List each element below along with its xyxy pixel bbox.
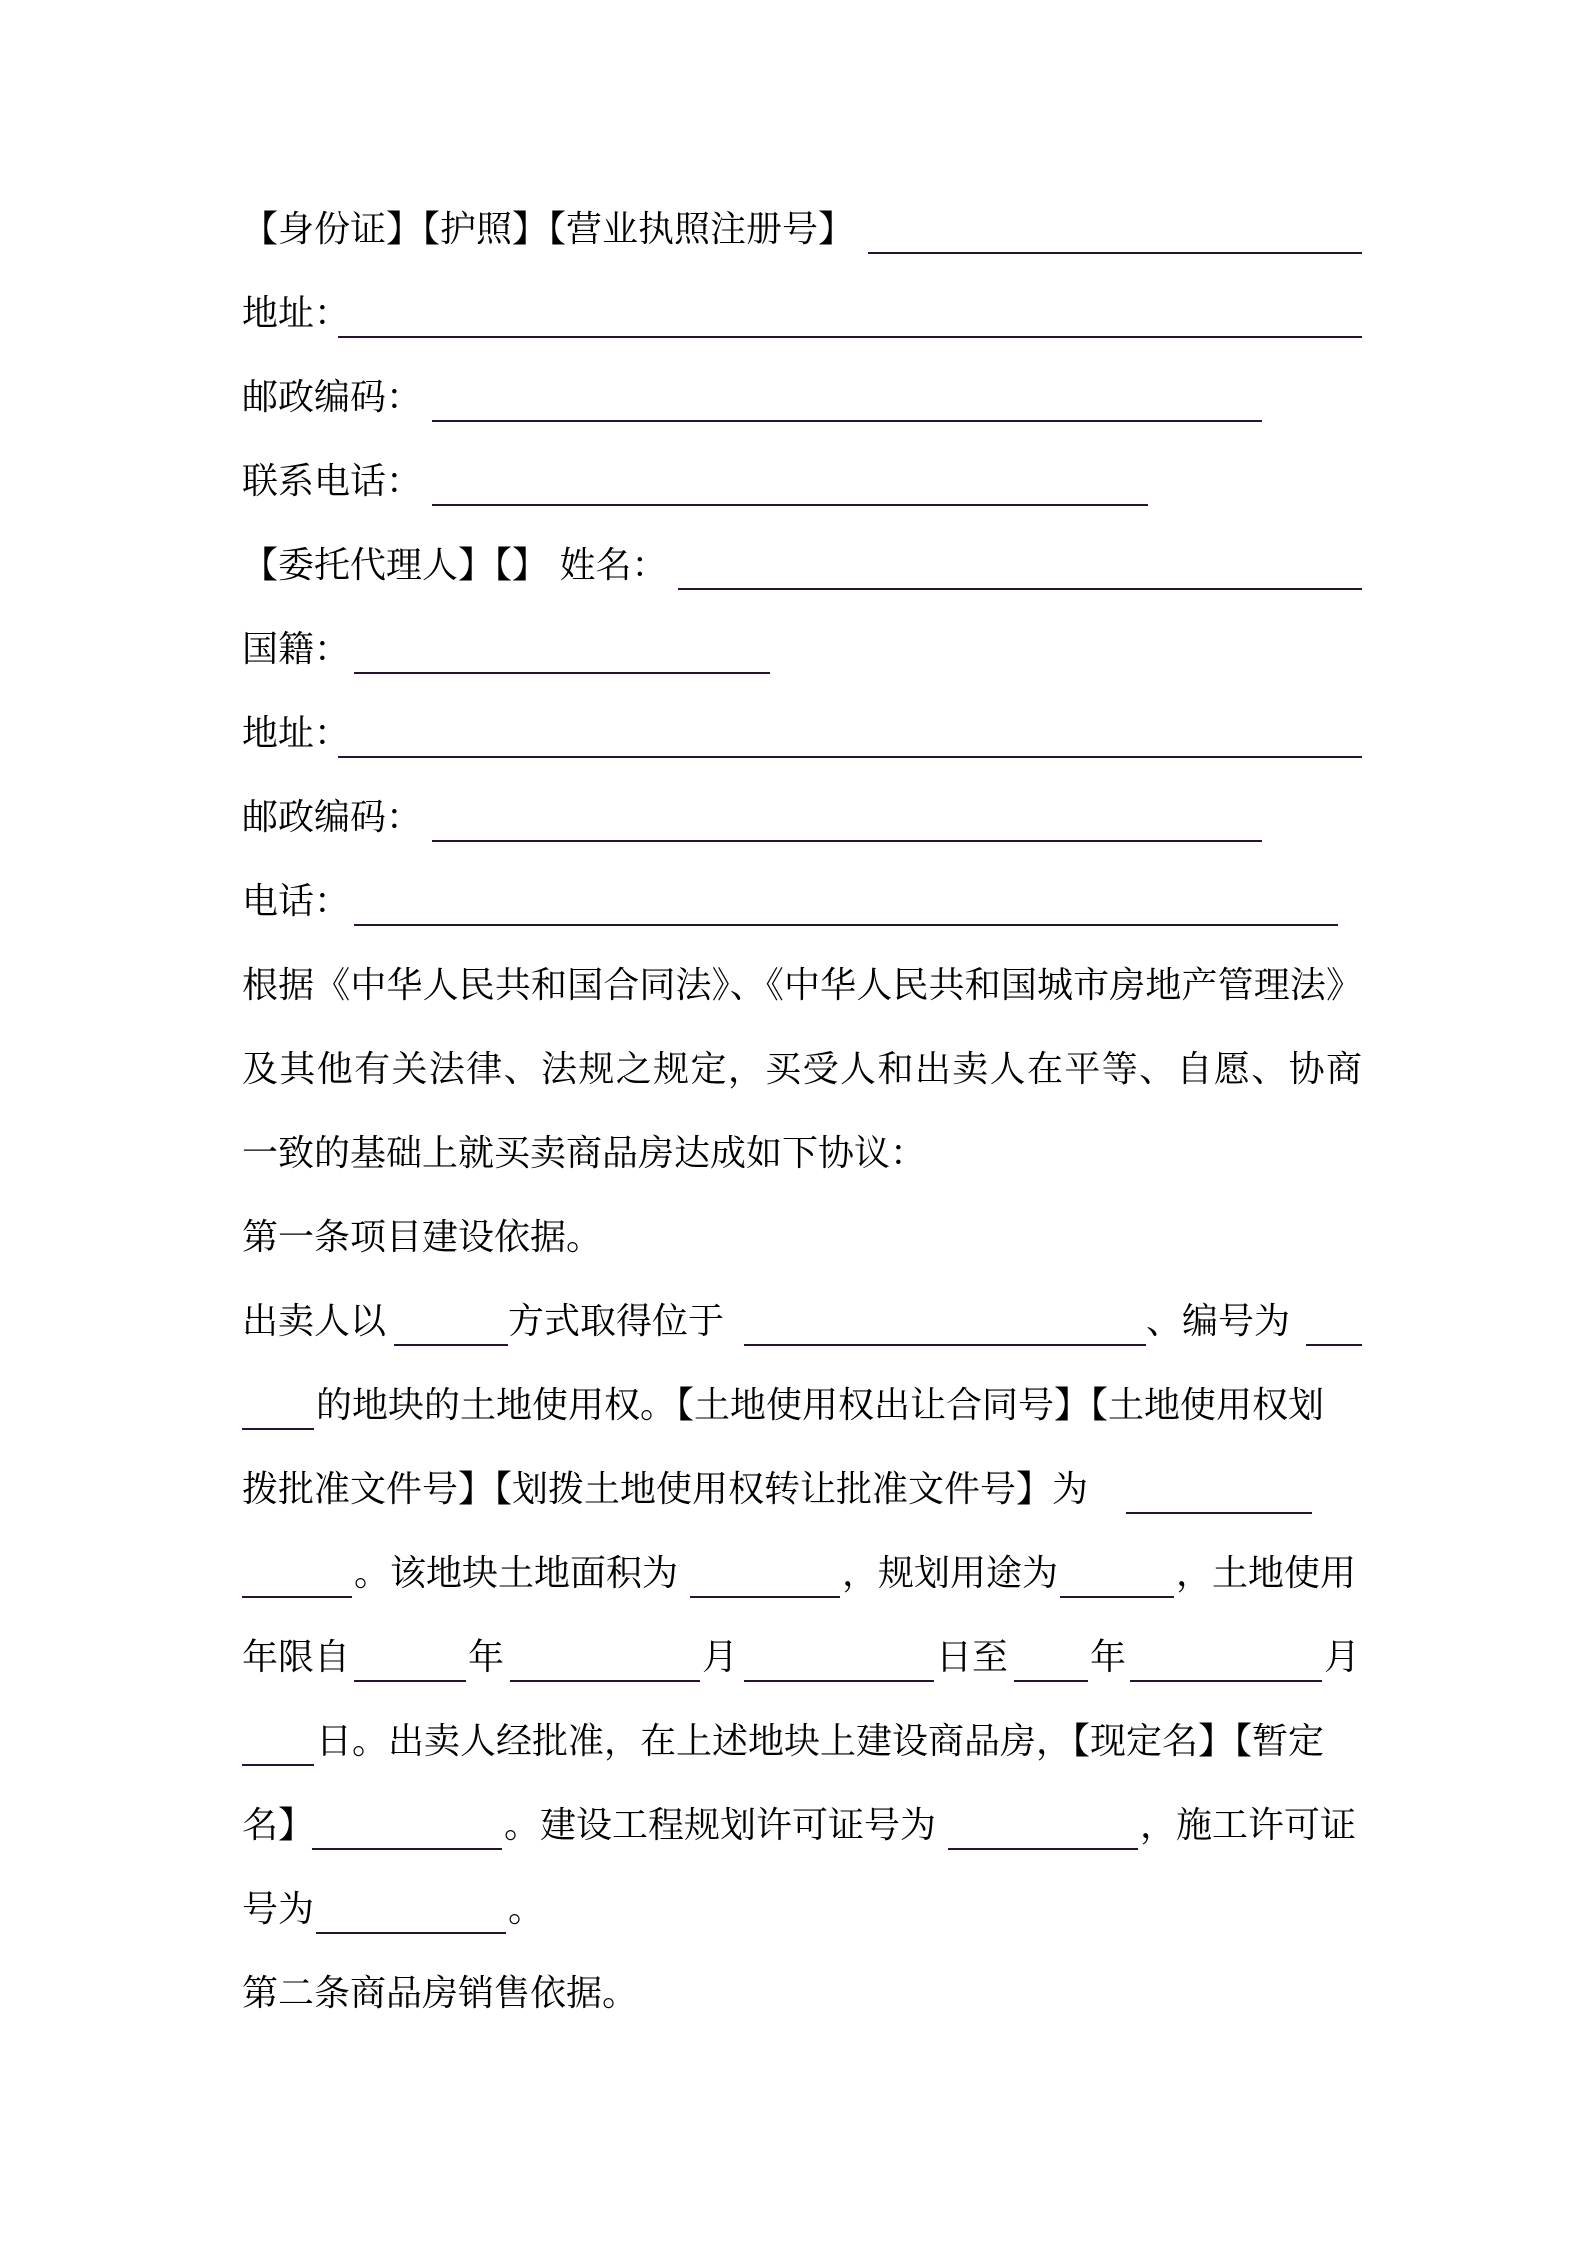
text-name: 名】 [242,1805,315,1846]
id-type-row [242,188,1362,272]
nationality-label: 国籍： [242,629,351,670]
text-term-from: 年限自 [242,1637,351,1678]
start-year-field[interactable] [354,1680,466,1682]
text-period: 。 [508,1889,545,1930]
land-number-field-a[interactable] [1306,1344,1362,1346]
text-construction-permit: ，施工许可证 [1140,1805,1357,1846]
preamble-line-3 [242,1112,1362,1196]
acquisition-method-field[interactable] [394,1344,508,1346]
project-name-field[interactable] [312,1848,502,1850]
agent-phone-label: 电话： [242,881,351,922]
agent-phone-row [242,860,1362,944]
article-1-line-7 [242,1784,1362,1868]
text-land-area: 。该地块土地面积为 [354,1553,679,1594]
article-1-line-1 [242,1280,1362,1364]
article-1-line-5 [242,1616,1362,1700]
planning-permit-field[interactable] [948,1848,1138,1850]
address-field[interactable] [338,336,1362,338]
nationality-field[interactable] [354,672,770,674]
start-day-field[interactable] [744,1680,934,1682]
preamble-text-2: 及其他有关法律、法规之规定，买受人和出卖人在平等、自愿、协商 [242,1049,1362,1090]
end-month-field[interactable] [1130,1680,1322,1682]
agent-postcode-label: 邮政编码： [242,797,423,838]
article-1-heading [242,1196,1362,1280]
agent-address-row [242,692,1362,776]
text-year-2: 年 [1090,1637,1127,1678]
preamble-line-1 [242,944,1362,1028]
end-year-field[interactable] [1014,1680,1088,1682]
text-approval-doc: 拨批准文件号】【划拨土地使用权转让批准文件号】为 [242,1469,1089,1510]
article-1-line-4 [242,1532,1362,1616]
text-planning-permit: 。建设工程规划许可证号为 [504,1805,937,1846]
article-1-line-2 [242,1364,1362,1448]
article-1-title: 第一条项目建设依据。 [242,1217,603,1258]
agent-phone-field[interactable] [354,924,1338,926]
address-row [242,272,1362,356]
agent-postcode-field[interactable] [432,840,1262,842]
text-year-1: 年 [468,1637,505,1678]
id-type-label: 【身份证】【护照】【营业执照注册号】 [242,209,855,250]
planned-use-field[interactable] [1060,1596,1174,1598]
text-build-approval: 日。出卖人经批准，在上述地块上建设商品房，【现定名】【暂定 [316,1721,1325,1762]
phone-row [242,440,1362,524]
text-number: 号为 [242,1889,315,1930]
id-number-field[interactable] [868,252,1362,254]
text-day-to: 日至 [936,1637,1009,1678]
land-location-field[interactable] [744,1344,1146,1346]
land-area-field[interactable] [690,1596,840,1598]
preamble-text-1: 根据《中华人民共和国合同法》、《中华人民共和国城市房地产管理法》 [242,965,1362,1006]
text-number-is: 、编号为 [1146,1301,1291,1342]
preamble-text-3: 一致的基础上就买卖商品房达成如下协议： [242,1133,927,1174]
nationality-row [242,608,1362,692]
agent-name-field[interactable] [678,588,1362,590]
phone-field[interactable] [432,504,1148,506]
address-label: 地址： [242,293,351,334]
text-seller-by: 出卖人以 [242,1301,387,1342]
construction-permit-field[interactable] [316,1932,506,1934]
text-land-use-term: ，土地使用 [1176,1553,1357,1594]
text-planned-use: ，规划用途为 [842,1553,1059,1594]
text-month-2: 月 [1324,1637,1361,1678]
agent-address-field[interactable] [338,756,1362,758]
land-number-field-b[interactable] [242,1428,314,1430]
article-1-line-6 [242,1700,1362,1784]
article-1-line-8 [242,1868,1362,1952]
start-month-field[interactable] [510,1680,700,1682]
text-land-use-right: 的地块的土地使用权。【土地使用权出让合同号】【土地使用权划 [316,1385,1325,1426]
postcode-field[interactable] [432,420,1262,422]
agent-postcode-row [242,776,1362,860]
article-2-heading [242,1952,1362,2036]
preamble-line-2 [242,1028,1362,1112]
article-1-line-3 [242,1448,1362,1532]
approval-doc-field-a[interactable] [1126,1512,1312,1514]
end-day-field[interactable] [242,1764,314,1766]
text-acquired-at: 方式取得位于 [508,1301,725,1342]
approval-doc-field-b[interactable] [242,1596,352,1598]
agent-address-label: 地址： [242,713,351,754]
text-month-1: 月 [702,1637,739,1678]
postcode-row [242,356,1362,440]
postcode-label: 邮政编码： [242,377,423,418]
agent-label: 【委托代理人】【】 姓名： [242,545,668,586]
article-2-title: 第二条商品房销售依据。 [242,1973,639,2014]
agent-row [242,524,1362,608]
phone-label: 联系电话： [242,461,423,502]
